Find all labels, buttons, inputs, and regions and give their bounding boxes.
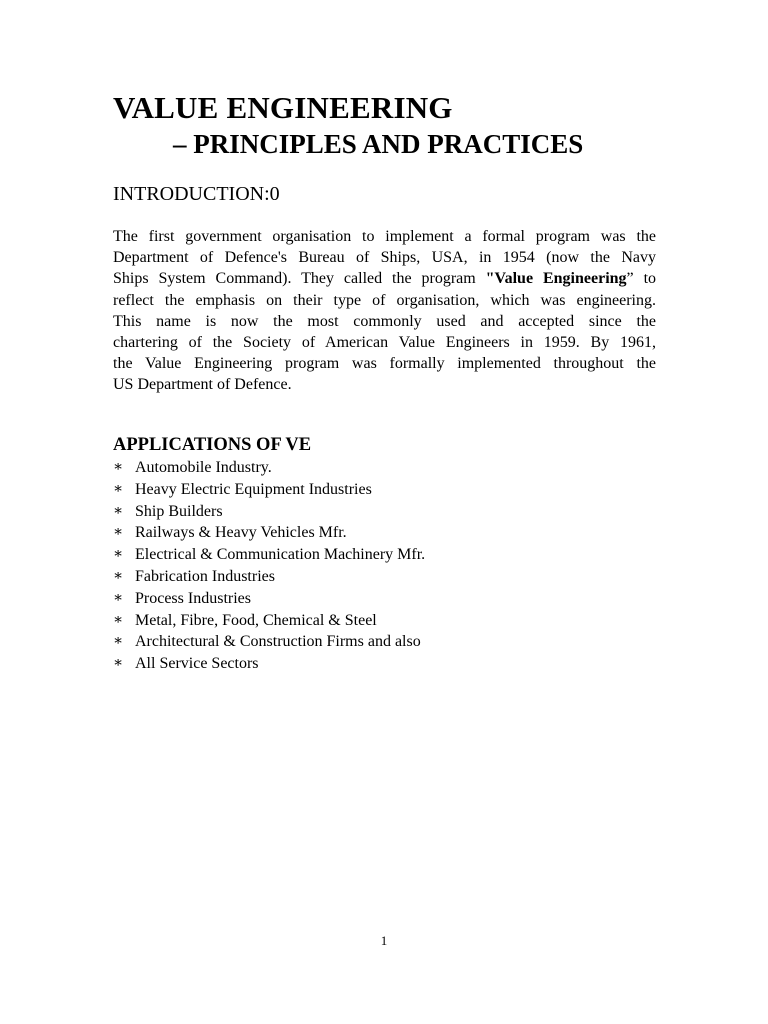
introduction-paragraph [113,226,656,396]
list-item [113,631,425,653]
document-title: VALUE ENGINEERING [113,90,453,125]
list-item [113,544,425,566]
list-item-label: Fabrication Industries [135,567,275,585]
page-number: 1 [380,933,388,948]
list-item-label: Architectural & Construction Firms and also [135,633,421,651]
bullet-icon: ∗ [113,459,124,475]
bullet-icon: ∗ [113,611,124,628]
paragraph-line-tail: ” to [626,270,657,288]
applications-heading: APPLICATIONS OF VE [113,435,312,455]
list-item-label: All Service Sectors [135,655,259,673]
paragraph-line: reflect the emphasis on their type of organisation, which was engineering. [113,291,656,309]
list-item-label: Process Industries [135,589,251,607]
list-item-label: Metal, Fibre, Food, Chemical & Steel [135,611,377,629]
paragraph-line [113,268,656,289]
bullet-icon: ∗ [113,524,124,541]
bullet-icon: ∗ [113,546,124,563]
paragraph-line-text: Ships System Command). They called the program [113,270,486,288]
paragraph-line: The first government organisation to implement a formal program was the [113,228,656,245]
introduction-heading: INTRODUCTION:0 [113,183,280,205]
list-item [113,457,425,479]
bullet-icon: ∗ [113,655,124,672]
list-item [113,501,425,523]
paragraph-line: Department of Defence's Bureau of Ships, USA, in 1954 (now the Navy [113,249,656,267]
list-item-label: Railways & Heavy Vehicles Mfr. [135,524,347,542]
bullet-icon: ∗ [113,502,124,519]
paragraph-line: This name is now the most commonly used and accepted since the [113,312,656,330]
bullet-icon: ∗ [113,633,124,650]
bullet-icon: ∗ [113,480,124,497]
list-item [113,566,425,588]
document-subtitle: – PRINCIPLES AND PRACTICES [173,129,584,159]
list-item [113,479,425,501]
applications-list [113,457,425,675]
list-item-label: Electrical & Communication Machinery Mfr. [135,546,426,564]
paragraph-line: chartering of the Society of American Value Engineers in 1959. By 1961, [113,333,656,351]
paragraph-line: the Value Engineering program was formally implemented throughout the [113,355,656,373]
list-item [113,588,425,610]
list-item-label: Automobile Industry. [135,459,272,476]
bullet-icon: ∗ [113,589,124,606]
list-item-label: Heavy Electric Equipment Industries [135,480,372,498]
list-item [113,610,425,632]
list-item [113,653,425,675]
list-item [113,522,425,544]
value-engineering-emphasis: "Value Engineering [485,270,627,288]
paragraph-line: US Department of Defence. [113,376,292,394]
list-item-label: Ship Builders [135,502,223,520]
bullet-icon: ∗ [113,567,124,584]
